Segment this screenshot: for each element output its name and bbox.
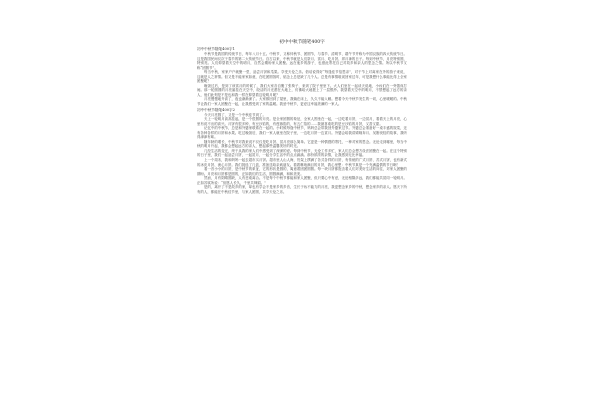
paragraph: 天上一轮明月高高挂起，是一个很圆的月亮。是全家团圆的象征，全家人围坐在一起，一边吃着月饼，一边赏月，看着天上的月亮，心里有说不出的高兴。月饼有很多种，有豆沙馅的，有莲蓉馅的，有五仁馅的……我最喜欢吃的是豆沙馅的月饼，又香又甜。 xyxy=(197,117,407,126)
paragraph: 记忆中的中秋节，总是和外婆家联系在一起的。小时候每逢中秋节，妈妈总会带我回外婆家过节。外婆总会准备好一桌丰盛的饭菜，还有各种各样的月饼和水果。吃过晚饭后，我们一家人就坐在院子里，一边吃月饼一边赏月。外婆会给我讲嫦娥奔月、吴刚伐桂的故事，我听得津津有味。 xyxy=(197,126,407,140)
paragraph: 上一个周末，我和妈妈一起去超市买月饼。超市里人山人海，货架上摆满了各式各样的月饼，有传统的广式月饼、苏式月饼，也有新式的冰皮月饼、流心月饼。我们挑选了几盒，准备送给亲戚朋友。看着琳琅满目的月饼，我心里想：中秋节真是一个充满温情的节日啊！ xyxy=(197,158,407,167)
section-heading: 初中中秋节随笔400字2 xyxy=(197,107,235,112)
paragraph: 晚饭过后，是到了该赏月的时候了，我们大家各自搬了张椅子，来到了院子里坐下。大人们坐在一起谈天说地，小孩们在一旁嬉戏打闹。那一轮圆圆的月亮悬挂在天空中，皎洁的月光洒在大地上，仿佛给大地披上了一层银纱。我望着天空中的明月，不禁想起了远方的亲人，他们此刻是不是也和我一样在仰望着这轮明月呢？ xyxy=(197,83,407,97)
paragraph: 每当中秋，家家户户就聚一堂，品尝月饼和瓜果。享受天伦之乐。俗话说得好“每逢佳节倍思亲”，对于节上对离家在外的游子来说，这就是人之常情。但又是不能家家如意，在吃团圆饭时，惦念上总是缺了几个人。总是有事情耽误回家过年，可是我想什么事能比得上全家团聚呢？ xyxy=(197,70,407,84)
paragraph: 随年龄的增长，中秋节对我来说不仅仅是吃月饼、赏月亮那么简单。它更是一种情感的寄托，一种对家的思念。无论走到哪里，每当中秋的明月升起，我都会想起远方的亲人，想起那些温馨美好的时光。 xyxy=(197,139,407,149)
document-page xyxy=(197,0,407,400)
paragraph: 是的，离开了不是故乡的家，却也有学会不是家乡的乡音，生长于孩不能力的月亮，我更想念家乡的中秋，想念家乡的亲人。愿天下所有的人，都能在中秋佳节里，与家人团圆，共享天伦之乐。 xyxy=(197,185,407,194)
paragraph: 中秋节是我国的传统节日，每年八月十五。中秋节，又称仲秋节、团圆节，与春节、清明节、端午节并称为中国汉族的四大传统节日。这是我国民间仅次于春节的第二大传统节日。自古以来，中秋节就是人们祭月、赏月、吃月饼、拜月神的日子。每到中秋节，月亮特别圆，特别亮。人们仰望着天空中的明月，自然会期盼家人团聚。远在他乡的游子，也借此寄托自己对故乡和亲人的思念之情。所以中秋节又称“团圆节”。 xyxy=(197,52,407,70)
document-title: 初中中秋节随笔400字 xyxy=(279,40,325,45)
paragraph: 几经生活的变迁，终于从我的家人们中感受到了深深的爱。每到中秋节，无论工作多忙，家人们总会想方设法团聚在一起。在这个特别的日子里，我们一起品尝月饼，一起赏月，一起分享生活中的点点滴滴。那份浓浓的亲情，让我感到无比幸福。 xyxy=(197,148,407,158)
paragraph: 看一首小小的月饼，是中秋节的象征，它的形状是圆的，寓意着团团圆圆。每一块月饼都饱含着人们对美好生活的向往，对家人团聚的期盼。月亮和月饼都是圆的，正如我们的生活，圆圆满满，和和美美。 xyxy=(197,167,407,176)
paragraph: 今天月亮圆了，又是一个中秋佳节到了。 xyxy=(204,112,266,117)
section-heading: 初中中秋节随笔400字1 xyxy=(197,47,235,51)
paragraph: 然而，月有阴晴圆缺，人有悲欢离合。不是每个中秋节都能和家人团聚，但只要心中有爱，无论相隔多远，我们都能共赏同一轮明月。正如苏轼所说：“但愿人长久，千里共婵娟。” xyxy=(197,176,407,185)
paragraph: 月亮慢慢地升高了，夜也渐渐深了。大家都回到了屋里，我躺在床上，久久不能入睡。想着今天中秋节发生的一切，心里暖暖的。中秋节让我们一家人团聚在一起，让我感受到了家的温暖。我爱中秋节，更爱这幸福美满的一家人。 xyxy=(197,97,407,107)
